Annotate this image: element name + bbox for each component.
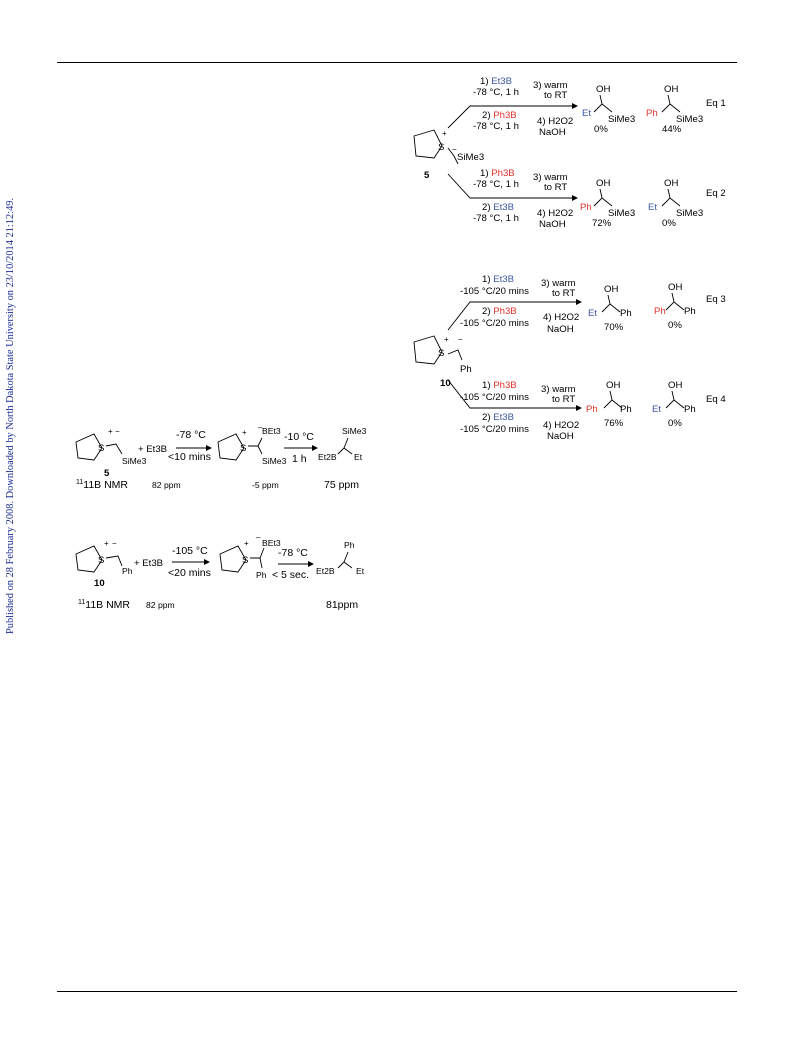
eq2-label: Eq 2 [706, 188, 726, 199]
svg-text:OH: OH [668, 380, 683, 391]
eq2-product-b [648, 178, 703, 229]
plus-charge: + [442, 129, 447, 138]
svg-text:OH: OH [604, 284, 619, 295]
sulfur-atom: S [438, 142, 445, 153]
svg-text:–: – [258, 423, 263, 432]
row2-intermediate-sub: Ph [256, 570, 267, 580]
row2-shift1: 82 ppm [146, 600, 175, 610]
substituent-sime3: SiMe3 [457, 152, 485, 163]
eq4-label: Eq 4 [706, 394, 726, 405]
svg-text:OH: OH [596, 178, 611, 189]
svg-text:76%: 76% [604, 418, 624, 429]
eq2-conditions [473, 168, 578, 230]
svg-text:to RT: to RT [552, 288, 576, 299]
scheme-left-row1 [72, 420, 372, 495]
svg-text:0%: 0% [668, 418, 682, 429]
svg-text:S: S [98, 443, 105, 454]
svg-text:OH: OH [668, 282, 683, 293]
eq2-product-a [580, 178, 635, 229]
svg-text:–: – [256, 533, 261, 542]
svg-text:OH: OH [596, 84, 611, 95]
row1-product-top: SiMe3 [342, 426, 367, 436]
sulfonium-ring-10 [414, 335, 472, 389]
svg-text:1) Et3B: 1) Et3B [482, 274, 515, 285]
row1-product-right: Et [354, 452, 363, 462]
row1-intermediate-top: BEt3 [262, 426, 281, 436]
svg-text:NaOH: NaOH [547, 324, 574, 335]
svg-text:OH: OH [664, 178, 679, 189]
svg-text:Ph: Ph [684, 306, 696, 317]
compound-label-10: 10 [440, 378, 451, 389]
svg-text:-105 °C/20 mins: -105 °C/20 mins [460, 392, 529, 403]
svg-text:S: S [240, 443, 247, 454]
svg-text:+: + [104, 539, 109, 548]
svg-text:0%: 0% [668, 320, 682, 331]
row1-intermediate-sub: SiMe3 [262, 456, 287, 466]
svg-text:SiMe3: SiMe3 [676, 114, 704, 125]
scheme-top [400, 70, 740, 240]
eq3-label: Eq 3 [706, 294, 726, 305]
svg-text:Et: Et [582, 108, 592, 119]
eq1-label: Eq 1 [706, 98, 726, 109]
svg-text:3) warm: 3) warm [533, 80, 568, 91]
row1-shift3: 75 ppm [324, 479, 360, 491]
svg-text:-78 °C, 1 h: -78 °C, 1 h [473, 213, 519, 224]
row2-reagent: + Et3B [134, 558, 164, 569]
svg-text:2) Ph3B: 2) Ph3B [482, 306, 517, 317]
svg-text:Et: Et [648, 202, 658, 213]
svg-text:NaOH: NaOH [547, 431, 574, 442]
svg-text:NaOH: NaOH [539, 127, 566, 138]
svg-text:Ph: Ph [684, 404, 696, 415]
svg-text:−: − [458, 335, 463, 344]
svg-text:0%: 0% [662, 218, 676, 229]
svg-text:-105 °C/20 mins: -105 °C/20 mins [460, 318, 529, 329]
eq3-conditions [460, 274, 582, 335]
row2-intermediate-top: BEt3 [262, 538, 281, 548]
svg-text:OH: OH [606, 380, 621, 391]
row2-arrow1-bottom: <20 mins [168, 567, 211, 579]
svg-text:−: − [115, 427, 120, 436]
svg-text:+: + [108, 427, 113, 436]
row1-compound-label: 5 [104, 468, 110, 479]
row2-product-left: Et2B [316, 566, 335, 576]
svg-text:to RT: to RT [552, 394, 576, 405]
svg-text:Ph: Ph [620, 404, 632, 415]
row1-arrow1-top: -78 °C [176, 429, 206, 441]
svg-text:4) H2O2: 4) H2O2 [543, 420, 580, 431]
svg-text:+: + [244, 539, 249, 548]
row1-shift2: -5 ppm [252, 480, 279, 490]
row1-nmr-label: $^{11}$11B NMR [76, 479, 129, 491]
row2-substituent: Ph [122, 566, 133, 576]
svg-text:4) H2O2: 4) H2O2 [537, 116, 574, 127]
svg-text:4) H2O2: 4) H2O2 [543, 312, 580, 323]
svg-text:3) warm: 3) warm [541, 278, 576, 289]
row2-compound-label: 10 [94, 578, 105, 589]
svg-text:Ph: Ph [646, 108, 658, 119]
svg-text:72%: 72% [592, 218, 612, 229]
eq4-product-b [652, 380, 696, 429]
eq3-product-b [654, 282, 696, 331]
eq1-conditions [473, 76, 578, 138]
svg-text:−: − [112, 539, 117, 548]
substituent-ph: Ph [460, 364, 472, 375]
svg-text:1) Ph3B: 1) Ph3B [480, 168, 515, 179]
footer-rule [57, 991, 737, 992]
minus-charge: − [452, 145, 457, 154]
row2-arrow2-bottom: < 5 sec. [272, 569, 310, 581]
svg-text:44%: 44% [662, 124, 682, 135]
svg-text:OH: OH [664, 84, 679, 95]
scheme-mid [400, 268, 740, 443]
svg-text:-105 °C/20 mins: -105 °C/20 mins [460, 424, 529, 435]
svg-text:2) Ph3B: 2) Ph3B [482, 110, 517, 121]
header-rule [57, 62, 737, 63]
svg-text:+: + [444, 335, 449, 344]
svg-text:-78 °C, 1 h: -78 °C, 1 h [473, 121, 519, 132]
svg-text:3) warm: 3) warm [533, 172, 568, 183]
svg-text:SiMe3: SiMe3 [676, 208, 704, 219]
eq4-product-a [586, 380, 632, 429]
row1-substituent: SiMe3 [122, 456, 147, 466]
svg-text:1) Et3B: 1) Et3B [480, 76, 513, 87]
eq3-product-a [588, 284, 632, 333]
svg-text:S: S [242, 555, 249, 566]
svg-text:-78 °C, 1 h: -78 °C, 1 h [473, 179, 519, 190]
svg-text:Ph: Ph [654, 306, 666, 317]
svg-text:to RT: to RT [544, 90, 568, 101]
row1-arrow1-bottom: <10 mins [168, 451, 211, 463]
row2-shift3: 81ppm [326, 599, 359, 611]
scheme-left-row2 [72, 534, 372, 614]
row2-arrow1-top: -105 °C [172, 545, 208, 557]
svg-text:3) warm: 3) warm [541, 384, 576, 395]
row2-nmr-label: $^{11}$11B NMR [78, 599, 131, 611]
svg-text:-78 °C, 1 h: -78 °C, 1 h [473, 87, 519, 98]
svg-text:SiMe3: SiMe3 [608, 114, 636, 125]
svg-text:S: S [98, 555, 105, 566]
row1-shift1: 82 ppm [152, 480, 181, 490]
svg-text:70%: 70% [604, 322, 624, 333]
svg-text:SiMe3: SiMe3 [608, 208, 636, 219]
svg-text:Et: Et [588, 308, 598, 319]
compound-label-5: 5 [424, 170, 430, 181]
svg-text:1) Ph3B: 1) Ph3B [482, 380, 517, 391]
svg-text:Ph: Ph [586, 404, 598, 415]
svg-text:-105 °C/20 mins: -105 °C/20 mins [460, 286, 529, 297]
row2-arrow2-top: -78 °C [278, 547, 308, 559]
row1-reagent: + Et3B [138, 444, 168, 455]
svg-text:2) Et3B: 2) Et3B [482, 202, 515, 213]
svg-text:NaOH: NaOH [539, 219, 566, 230]
row1-arrow2-top: -10 °C [284, 431, 314, 443]
svg-text:4) H2O2: 4) H2O2 [537, 208, 574, 219]
row1-arrow2-bottom: 1 h [292, 453, 307, 465]
row2-product-right: Et [356, 566, 365, 576]
svg-text:Ph: Ph [620, 308, 632, 319]
eq1-product-b [646, 84, 703, 135]
svg-text:2) Et3B: 2) Et3B [482, 412, 515, 423]
svg-text:Ph: Ph [580, 202, 592, 213]
svg-text:to RT: to RT [544, 182, 568, 193]
sulfonium-ring-5 [414, 129, 484, 181]
svg-text:S: S [438, 348, 445, 359]
download-watermark-text: Published on 28 February 2008. Downloaded by North Dakota State University on 23/10/2014 21:12:49. [5, 197, 16, 634]
svg-text:0%: 0% [594, 124, 608, 135]
eq1-product-a [582, 84, 635, 135]
svg-text:Et: Et [652, 404, 662, 415]
eq4-conditions [460, 380, 582, 442]
svg-text:+: + [242, 428, 247, 437]
row1-product-left: Et2B [318, 452, 337, 462]
row2-product-top: Ph [344, 540, 355, 550]
